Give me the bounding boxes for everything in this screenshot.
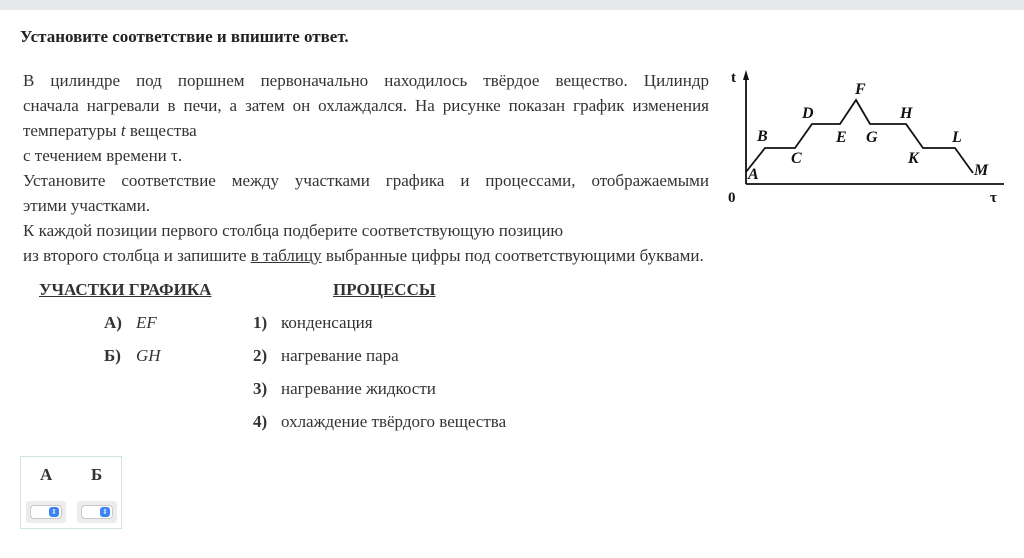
process-item-1 xyxy=(253,313,373,333)
answer-header-b: Б xyxy=(91,465,103,484)
process-number: 3) xyxy=(253,379,268,398)
y-axis-label: t xyxy=(731,70,736,86)
paragraph-text: вещества xyxy=(129,121,197,140)
process-item-2 xyxy=(253,346,399,366)
left-column-title: УЧАСТКИ ГРАФИКА xyxy=(39,280,212,299)
answer-select-b[interactable] xyxy=(77,501,117,523)
paragraph-text: выбранные цифры под соответствующими буквами. xyxy=(325,246,704,265)
select-arrows-icon: ⇕ xyxy=(100,507,110,517)
left-item-segment: EF xyxy=(136,313,157,332)
y-axis-arrow xyxy=(743,70,749,80)
process-item-4 xyxy=(253,412,506,432)
point-label-e: E xyxy=(836,129,847,146)
top-bar xyxy=(0,0,1024,10)
process-text: охлаждение твёрдого вещества xyxy=(281,412,507,431)
point-label-g: G xyxy=(866,129,878,146)
left-item-b xyxy=(104,346,161,366)
answer-table xyxy=(20,456,122,529)
answer-select-a[interactable] xyxy=(26,501,66,523)
process-number: 4) xyxy=(253,412,268,431)
point-label-d: D xyxy=(802,105,814,122)
task-heading: Установите соответствие и впишите ответ. xyxy=(20,27,349,46)
process-number: 2) xyxy=(253,346,268,365)
point-label-f: F xyxy=(855,81,866,98)
point-label-a: A xyxy=(748,166,759,183)
paragraph-line-6: этими участками. xyxy=(23,196,151,215)
paragraph-line-5: Установите соответствие между участками графика и процессами, отображаемыми xyxy=(23,171,709,190)
paragraph-line-2: сначала нагревали в печи, а затем он охлаждался. На рисунке показан график изменения xyxy=(23,96,709,115)
process-item-3 xyxy=(253,379,436,399)
left-item-a xyxy=(104,313,157,333)
graph-curve xyxy=(746,100,973,173)
paragraph-line-7: К каждой позиции первого столбца подберите соответствующую позицию xyxy=(23,221,564,240)
paragraph-line-4: с течением времени τ. xyxy=(23,146,183,165)
process-text: нагревание пара xyxy=(281,346,399,365)
answer-header-a: А xyxy=(40,465,53,484)
x-axis-label: τ xyxy=(990,190,997,206)
left-item-letter: Б) xyxy=(104,346,121,365)
left-item-letter: А) xyxy=(104,313,122,332)
point-label-m: M xyxy=(974,162,989,179)
point-label-k: K xyxy=(908,150,919,167)
point-label-c: C xyxy=(791,150,802,167)
origin-label: 0 xyxy=(728,190,736,206)
paragraph-line-3 xyxy=(23,118,709,143)
select-arrows-icon: ⇕ xyxy=(49,507,59,517)
right-column-title: ПРОЦЕССЫ xyxy=(333,280,436,299)
process-text: конденсация xyxy=(281,313,373,332)
process-number: 1) xyxy=(253,313,268,332)
paragraph-text: из второго столбца и запишите xyxy=(23,246,247,265)
point-label-b: B xyxy=(757,128,768,145)
left-item-segment: GH xyxy=(136,346,161,365)
paragraph-line-1: В цилиндре под поршнем первоначально находилось твёрдое вещество. Цилиндр xyxy=(23,71,709,90)
answer-table-link[interactable]: в таблицу xyxy=(250,246,322,265)
point-label-h: H xyxy=(900,105,913,122)
paragraph-line-8 xyxy=(23,243,763,268)
temperature-time-graph xyxy=(720,68,1010,214)
point-label-l: L xyxy=(952,129,962,146)
paragraph-text: температуры xyxy=(23,121,117,140)
temperature-variable: t xyxy=(120,121,126,140)
process-text: нагревание жидкости xyxy=(281,379,436,398)
